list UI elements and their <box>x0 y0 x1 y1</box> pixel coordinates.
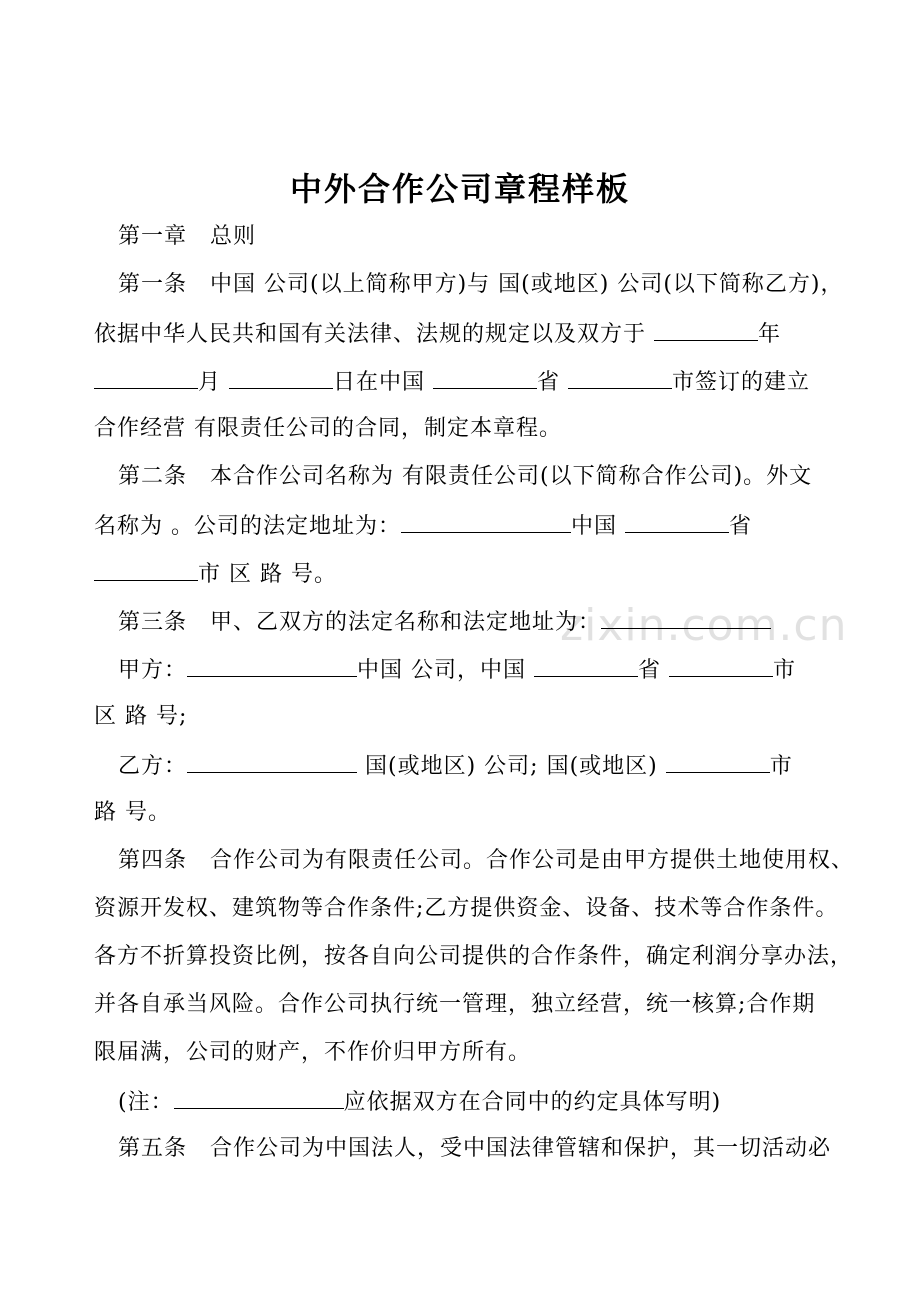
party-b-text: 国(或地区) 公司; 国(或地区) <box>357 754 658 779</box>
city-label: 市签订的建立 <box>672 370 811 395</box>
blank-city <box>568 366 672 389</box>
day-label: 日在中国 <box>333 370 426 395</box>
blank-party-a-province <box>534 654 638 677</box>
article3-line1-text: 第三条 甲、乙双方的法定名称和法定地址为： <box>118 610 602 635</box>
party-a-city: 市 <box>773 658 797 683</box>
blank-province-2 <box>625 510 729 533</box>
article4-line1: 第四条 合作公司为有限责任公司。合作公司是由甲方提供土地使用权、 <box>118 848 855 873</box>
blank-party-a-name <box>187 654 357 677</box>
party-b-label: 乙方： <box>118 754 188 779</box>
month-label: 月 <box>198 370 222 395</box>
blank-party-b-city <box>666 750 770 773</box>
article4-line4: 并各自承当风险。合作公司执行统一管理，独立经营，统一核算;合作期 <box>94 992 816 1017</box>
year-label: 年 <box>758 322 782 347</box>
party-a-province: 省 <box>638 658 662 683</box>
blank-day <box>229 366 333 389</box>
article4-note <box>118 1086 721 1118</box>
article2-line2 <box>94 510 752 542</box>
party-b-city: 市 <box>769 754 793 779</box>
article2-line3-text: 市 区 路 号。 <box>198 562 337 587</box>
blank-party-b-name <box>187 750 357 773</box>
blank-year <box>654 318 758 341</box>
party-b-line1 <box>118 750 793 782</box>
document-title: 中外合作公司章程样板 <box>289 170 630 208</box>
article2-line1: 第二条 本合作公司名称为 有限责任公司(以下简称合作公司)。外文 <box>118 464 813 489</box>
party-a-line2: 区 路 号; <box>94 704 188 729</box>
article4-line3: 各方不折算投资比例，按各自向公司提供的合作条件，确定利润分享办法， <box>94 944 854 969</box>
watermark: zixin.com.cn <box>560 600 848 651</box>
party-a-label: 甲方： <box>118 658 188 683</box>
blank-month <box>94 366 198 389</box>
blank-address <box>401 510 571 533</box>
article1-line3 <box>94 366 810 398</box>
article2-line2-text: 名称为 。公司的法定地址为： <box>94 514 401 539</box>
party-a-text: 中国 公司，中国 <box>357 658 527 683</box>
note-open: (注： <box>118 1090 174 1115</box>
blank-province <box>433 366 537 389</box>
article1-line2 <box>94 318 781 350</box>
article1-line1: 第一条 中国 公司(以上简称甲方)与 国(或地区) 公司(以下简称乙方)， <box>118 272 844 297</box>
article1-line4: 合作经营 有限责任公司的合同，制定本章程。 <box>94 416 562 441</box>
chapter-heading: 第一章 总则 <box>118 224 257 249</box>
article2-province: 省 <box>729 514 753 539</box>
article4-line5: 限届满，公司的财产，不作价归甲方所有。 <box>94 1040 532 1065</box>
party-b-line2: 路 号。 <box>94 800 171 825</box>
article3-line1 <box>118 606 771 638</box>
blank-note <box>174 1086 344 1109</box>
party-a-line1 <box>118 654 796 686</box>
article2-china: 中国 <box>571 514 618 539</box>
province-label: 省 <box>537 370 561 395</box>
article4-line2: 资源开发权、建筑物等合作条件;乙方提供资金、设备、技术等合作条件。 <box>94 896 839 921</box>
article5-line1: 第五条 合作公司为中国法人，受中国法律管辖和保护，其一切活动必 <box>118 1136 832 1161</box>
article2-line3 <box>94 558 337 590</box>
article1-line2-text: 依据中华人民共和国有关法律、法规的规定以及双方于 <box>94 322 647 347</box>
blank-city-2 <box>94 558 198 581</box>
blank-party-a-city <box>669 654 773 677</box>
note-text: 应依据双方在合同中的约定具体写明) <box>343 1090 722 1115</box>
blank-parties <box>601 606 771 629</box>
